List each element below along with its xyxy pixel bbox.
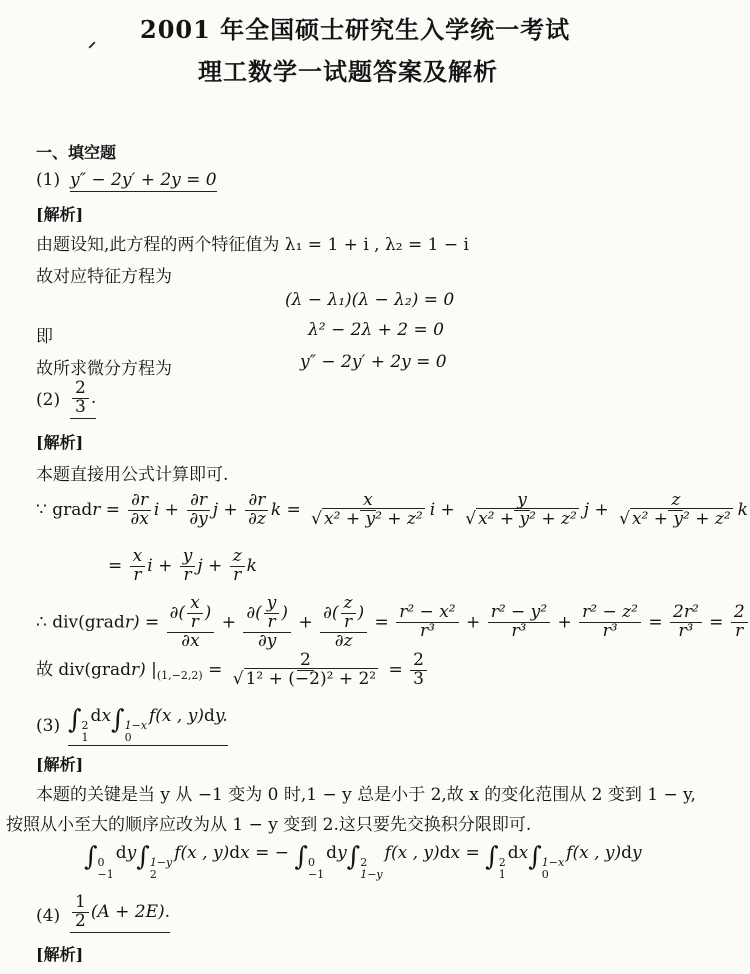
result-value-num: 2 bbox=[410, 652, 427, 671]
q1-line2: 故对应特征方程为 bbox=[36, 267, 172, 287]
grad-prefix: ∵ grad bbox=[36, 499, 93, 520]
q1-line1: 由题设知,此方程的两个特征值为 λ₁ = 1 + i , λ₂ = 1 − i bbox=[36, 235, 469, 255]
q1-eq3: y″ − 2y′ + 2y = 0 bbox=[300, 352, 447, 372]
doc-title-line1: 2001 年全国硕士研究生入学统一考试 bbox=[140, 15, 571, 44]
div-formula: ∴ div(gradr) = ∂( $\frac{x}{r}$ ) ∂x + ∂( $\frac{y}{r}$ ) ∂y + ∂( $\frac{z}{r}$ ) ∂z = $\frac{\text{r² − x²}}{\text{r³}}$ + $\frac{\text{r² − y²}}{\text{r³}}$ + $\frac{\text{r² − z²}}{\text{r³}}$ = $\frac{\text{2r²}}{\text{r³}}$ = $\frac{2}{r}$ bbox=[36, 595, 750, 651]
q1-line4: 故所求微分方程为 bbox=[36, 359, 172, 379]
q3-analysis-label: [解析] bbox=[36, 755, 84, 774]
q3-line2: 按照从小至大的顺序应改为从 1 − y 变到 2.这只要先交换积分限即可. bbox=[6, 815, 532, 835]
result-num: 2 bbox=[297, 652, 314, 671]
result-prefix: 故 div(grad bbox=[36, 659, 131, 680]
div-result: 故 div(gradr) $|_{(1,-2,2)}$ = $\frac{2}{\text{√ 1² + (−2)² + 2²}}$ = $\frac{2}{3}$ bbox=[36, 652, 429, 689]
div-prefix: ∴ div(grad bbox=[36, 612, 125, 633]
q1-analysis-label: [解析] bbox=[36, 205, 84, 224]
doc-title-line2: 理工数学一试题答案及解析 bbox=[198, 57, 498, 86]
q1-answer: y″ − 2y′ + 2y = 0 bbox=[70, 170, 217, 190]
result-value-den: 3 bbox=[413, 668, 424, 689]
q1-line3: 即 bbox=[36, 327, 53, 347]
q2-number: (2) bbox=[36, 390, 61, 410]
section-heading: 一、填空题 bbox=[36, 143, 117, 162]
q3-integral-eq: ∫ 0 −1 dy∫ 1−y 2 f(x , y)dx = − ∫ 0 −1 dy∫ 2 1−y f(x , y)dx = ∫ 2 1 dx∫ 1−x 0 f(x , y)dy bbox=[84, 842, 642, 882]
scan-mark bbox=[88, 41, 95, 48]
result-den: 1² + (−2)² + 2² bbox=[245, 668, 377, 689]
result-point: (1,−2,2) bbox=[156, 668, 203, 682]
q2-analysis-label: [解析] bbox=[36, 433, 84, 452]
q1-eq1: (λ − λ₁)(λ − λ₂) = 0 bbox=[285, 290, 455, 310]
q2-answer: $\frac{2}{3}$ . bbox=[70, 380, 96, 419]
q4-answer: $\frac{1}{2}$ (A + 2E). bbox=[70, 894, 170, 933]
q2-answer-den: 3 bbox=[75, 396, 86, 417]
grad-simplified: = $\frac{x}{r}$ i + $\frac{y}{r}$ j + $\frac{z}{r}$ k bbox=[108, 546, 257, 585]
q3-line1: 本题的关键是当 y 从 −1 变为 0 时,1 − y 总是小于 2,故 x 的变化范围从 2 变到 1 − y, bbox=[36, 785, 696, 805]
q1-number: (1) bbox=[36, 170, 61, 190]
q1-eq2: λ² − 2λ + 2 = 0 bbox=[308, 320, 444, 340]
q2-answer-num: 2 bbox=[72, 380, 89, 399]
q3-answer: ∫ 2 1 dx∫ 1−x 0 f(x , y)dy. bbox=[68, 705, 228, 746]
q4-number: (4) bbox=[36, 906, 61, 926]
q3-number: (3) bbox=[36, 716, 61, 736]
grad-formula: ∵ gradr = $\frac{\partial r}{\partial x}$ i + $\frac{\partial r}{\partial y}$ j + $\frac{\partial r}{\partial z}$ k = $\frac{x}{\text{√ x² + y² + z²}}$ i + $\frac{y}{\text{√ x² + y² + z²}}$ j + $\frac{z}{\text{√ x² + y² + z²}}$ k bbox=[36, 490, 748, 529]
q2-line1: 本题直接用公式计算即可. bbox=[36, 465, 229, 485]
q4-analysis-label: [解析] bbox=[36, 945, 84, 964]
